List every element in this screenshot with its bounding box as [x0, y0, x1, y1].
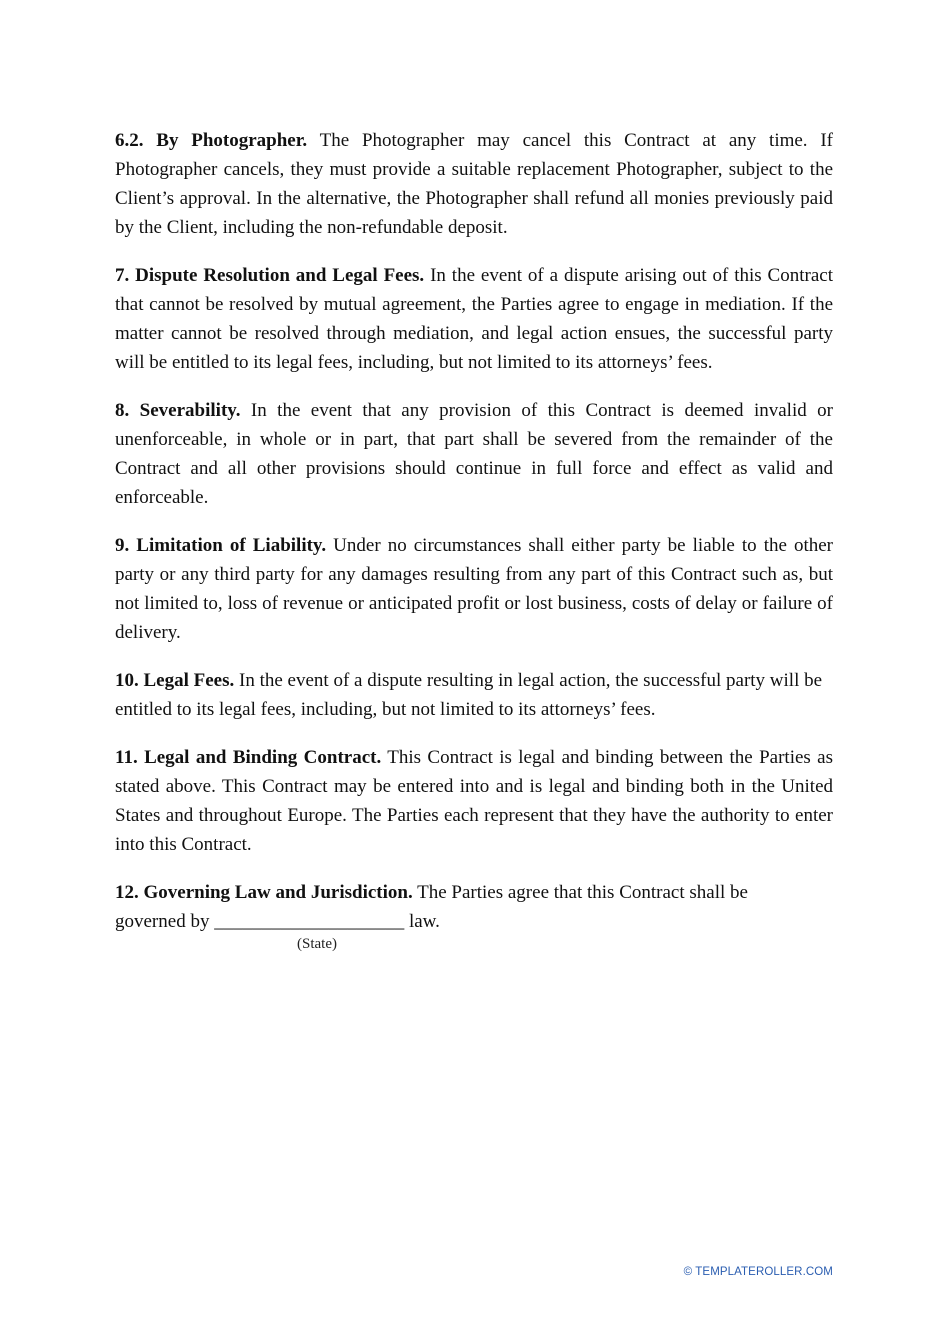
clause-heading: 11. Legal and Binding Contract. [115, 747, 382, 768]
clause-heading: 6.2. By Photographer. [115, 130, 308, 151]
state-blank-field[interactable]: ____________________ [214, 911, 405, 932]
clause-heading: 12. Governing Law and Jurisdiction. [115, 882, 413, 903]
clause-body: governed by [115, 911, 215, 932]
clause-body: In the event of a dispute arising out of this Contract that cannot be resolved by mutual agreement, the Parties agree to engage in mediation. If the matter cannot be resolved through mediation, and legal action ensues, the successful party will be entitled to its legal fees, including, but not limited to its attorneys’ fees. [115, 265, 833, 373]
clause-10 [115, 666, 833, 724]
state-caption: (State) [297, 936, 337, 952]
clause-body: The Photographer may cancel this Contract at any time. If Photographer cancels, they must provide a suitable replacement Photographer, subject to the Client’s approval. In the alternative, the Photographer shall refund all monies previously paid by the Client, including the non-refundable deposit. [115, 130, 833, 238]
clause-body: law. [404, 911, 440, 932]
clause-12 [115, 878, 833, 936]
copyright-icon: © [683, 1266, 693, 1278]
clause-6-2 [115, 126, 833, 242]
brand-link[interactable]: TEMPLATEROLLER.COM [695, 1266, 833, 1278]
clause-body: In the event of a dispute resulting in legal action, the successful party will be entitled to its legal fees, including, but not limited to its attorneys’ fees. [115, 670, 823, 720]
document-page [115, 126, 833, 953]
clause-heading: 9. Limitation of Liability. [115, 535, 327, 556]
clause-heading: 10. Legal Fees. [115, 670, 235, 691]
clause-heading: 7. Dispute Resolution and Legal Fees. [115, 265, 425, 286]
clause-body: This Contract is legal and binding between the Parties as stated above. This Contract may be entered into and is legal and binding both in the United States and throughout Europe. The Parties each represent that they have the authority to enter into this Contract. [115, 747, 834, 855]
clause-7 [115, 261, 833, 377]
clause-heading: 8. Severability. [115, 400, 241, 421]
footer-brand[interactable] [684, 1266, 833, 1278]
clause-body: In the event that any provision of this Contract is deemed invalid or unenforceable, in whole or in part, that part shall be severed from the remainder of the Contract and all other provisions should continue in full force and effect as valid and enforceable. [115, 400, 833, 508]
clause-11 [115, 743, 833, 859]
clause-body: Under no circumstances shall either party be liable to the other party or any third party for any damages resulting from any part of this Contract such as, but not limited to, loss of revenue or anticipated profit or lost business, costs of delay or failure of delivery. [115, 535, 833, 643]
clause-8 [115, 396, 833, 512]
clause-body: The Parties agree that this Contract shall be [412, 882, 748, 903]
clause-9 [115, 531, 833, 647]
